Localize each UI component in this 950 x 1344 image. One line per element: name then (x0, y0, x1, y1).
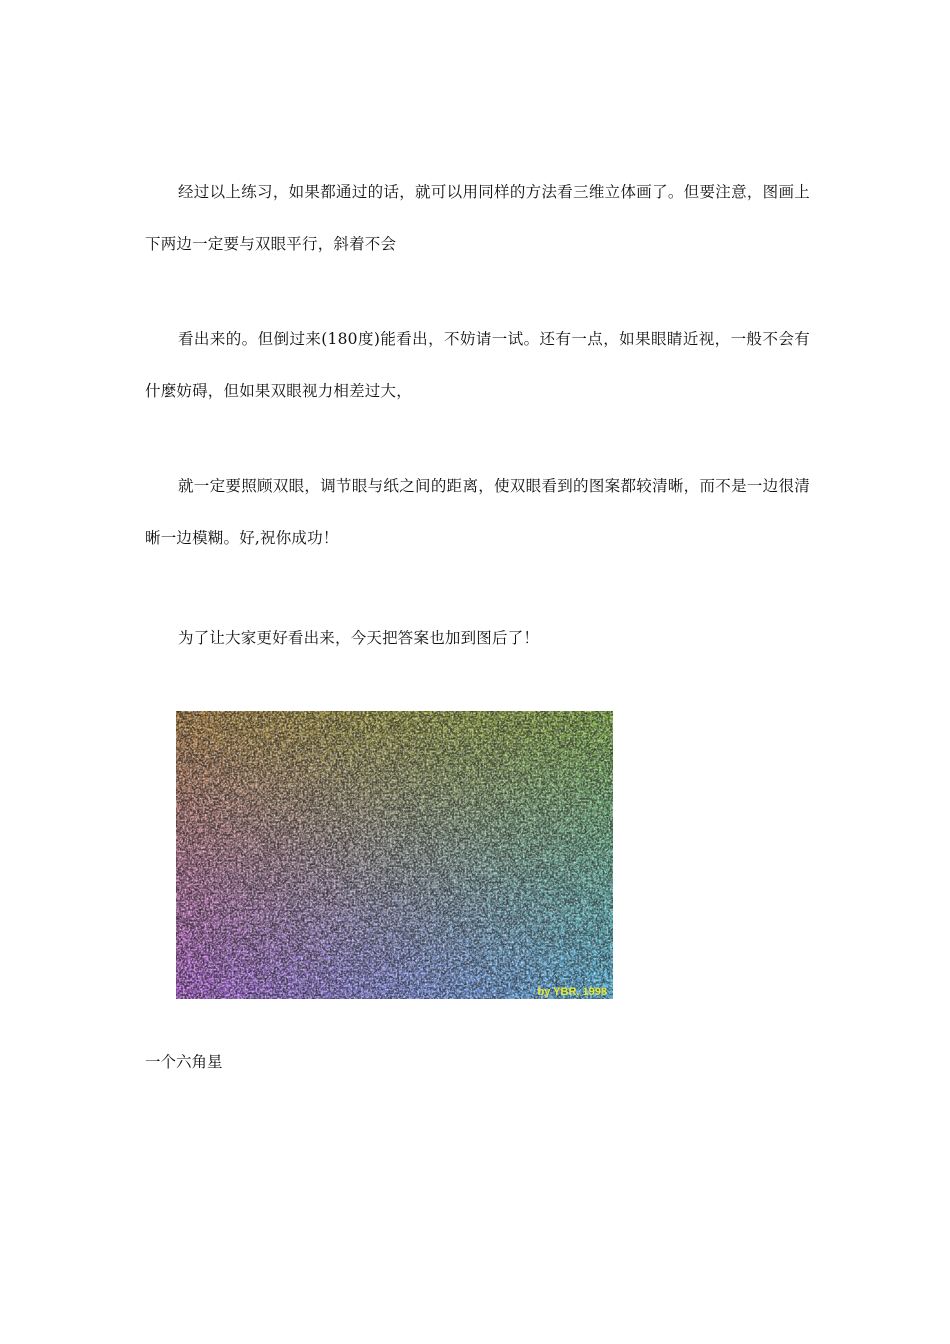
stereogram-watermark: by YBR, 1998 (537, 986, 607, 998)
image-caption: 一个六角星 (145, 1053, 223, 1071)
stereogram-image (176, 711, 613, 999)
paragraph-3: 就一定要照顾双眼，调节眼与纸之间的距离，使双眼看到的图案都较清晰，而不是一边很清晰一边模糊。好,祝你成功！ (145, 477, 810, 547)
paragraph-1: 经过以上练习，如果都通过的话，就可以用同样的方法看三维立体画了。但要注意，图画上下两边一定要与双眼平行，斜着不会 (145, 183, 810, 253)
stereogram-light-texture (176, 711, 613, 999)
paragraph-4: 为了让大家更好看出来，今天把答案也加到图后了！ (178, 629, 540, 647)
paragraph-2: 看出来的。但倒过来(180度)能看出，不妨请一试。还有一点，如果眼睛近视，一般不会有什麼妨碍，但如果双眼视力相差过大， (145, 330, 810, 400)
